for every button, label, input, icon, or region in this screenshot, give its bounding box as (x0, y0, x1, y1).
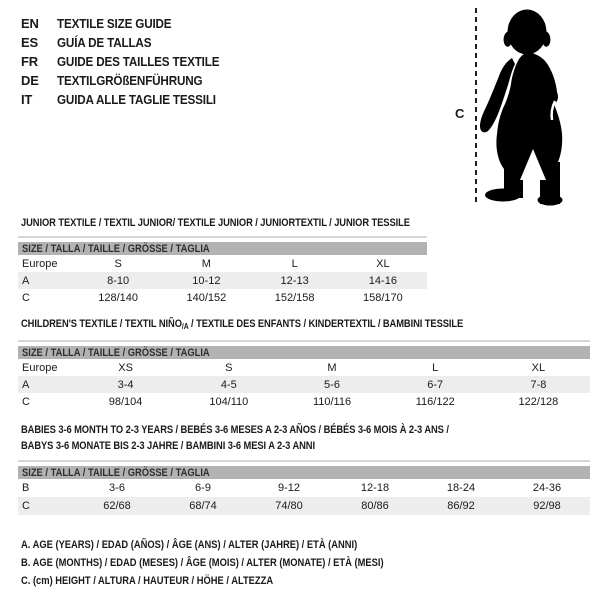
size-cell: 158/170 (362, 291, 403, 304)
legend (21, 536, 448, 590)
section-title-text: BABIES 3-6 MONTH TO 2-3 YEARS / BEBÉS 3-6 MESES A 2-3 AÑOS / BÉBÉS 3-6 MOIS À 2-3 ANS / (21, 424, 449, 436)
size-cell: 86/92 (447, 500, 475, 512)
size-cell: 6-9 (195, 482, 211, 494)
legend-line-b (21, 554, 448, 572)
size-cell: S (225, 361, 233, 374)
title-subscript: /A (181, 322, 189, 331)
table-top-rule (18, 340, 590, 342)
size-cell: S (114, 257, 122, 270)
title-part: / TEXTILE DES ENFANTS / KINDERTEXTIL / BAMBINI TESSILE (188, 318, 464, 330)
table-row (18, 497, 590, 515)
table-row (18, 289, 427, 306)
size-header-text: SIZE / TALLA / TAILLE / GRÖSSE / TAGLIA (22, 242, 210, 255)
size-cell: XL (531, 361, 546, 374)
size-cell: XS (118, 361, 133, 374)
size-cell: 8-10 (107, 274, 130, 287)
size-cell: 12-18 (360, 482, 390, 494)
lang-row-en (21, 14, 237, 33)
size-table-children (18, 340, 590, 410)
title-part: CHILDREN'S TEXTILE / TEXTIL NIÑO (21, 318, 182, 330)
section-title-children (21, 318, 541, 331)
section-title-text: JUNIOR TEXTILE / TEXTIL JUNIOR/ TEXTILE JUNIOR / JUNIORTEXTIL / JUNIOR TESSILE (21, 217, 410, 229)
size-table-header-band (18, 466, 590, 479)
size-cell: 3-4 (117, 378, 134, 391)
table-top-rule (18, 236, 427, 238)
size-cell: 4-5 (220, 378, 237, 391)
table-row (18, 479, 590, 497)
size-cell: 74/80 (275, 500, 303, 512)
legend-line-c (21, 572, 448, 590)
legend-text: A. AGE (YEARS) / EDAD (AÑOS) / ÂGE (ANS) / ALTER (JAHRE) / ETÀ (ANNI) (21, 539, 358, 551)
lang-code: EN (21, 16, 39, 31)
table-row (18, 272, 427, 289)
table-row (18, 255, 427, 272)
size-cell: 7-8 (530, 378, 547, 391)
size-cell: 68/74 (189, 500, 217, 512)
table-top-rule (18, 460, 590, 462)
size-cell: L (432, 361, 439, 374)
size-cell: 98/104 (108, 395, 143, 408)
language-list (21, 14, 237, 109)
size-cell: 116/122 (415, 395, 455, 408)
legend-text: B. AGE (MONTHS) / EDAD (MESES) / ÂGE (MOIS) / ALTER (MONATE) / ETÀ (MESI) (21, 557, 384, 569)
lang-row-it (21, 90, 237, 109)
lang-title: TEXTILE SIZE GUIDE (57, 16, 172, 31)
size-cell: 5-6 (324, 378, 340, 391)
lang-row-es (21, 33, 237, 52)
size-cell: L (291, 257, 298, 270)
size-table-header-band (18, 242, 427, 255)
height-dashed-line (475, 8, 477, 205)
size-cell: M (327, 361, 337, 374)
size-table-babies (18, 460, 590, 515)
size-cell: 9-12 (277, 482, 301, 494)
row-label: C (22, 395, 30, 408)
table-row (18, 393, 590, 410)
size-cell: 6-7 (427, 378, 444, 391)
lang-title: TEXTILGRÖßENFÜHRUNG (57, 73, 203, 88)
size-header-text: SIZE / TALLA / TAILLE / GRÖSSE / TAGLIA (22, 466, 210, 479)
size-cell: 152/158 (274, 291, 315, 304)
size-header-text: SIZE / TALLA / TAILLE / GRÖSSE / TAGLIA (22, 346, 210, 359)
size-cell: 24-36 (532, 482, 562, 494)
size-cell: 104/110 (209, 395, 249, 408)
legend-text: C. (cm) HEIGHT / ALTURA / HAUTEUR / HÖHE / ALTEZZA (21, 575, 274, 587)
size-cell: M (201, 257, 211, 270)
size-cell: 3-6 (109, 482, 125, 494)
lang-row-de (21, 71, 237, 90)
size-cell: 80/86 (361, 500, 389, 512)
table-row (18, 376, 590, 393)
section-title-babies-line2 (21, 440, 367, 452)
size-table-header-band (18, 346, 590, 359)
lang-code: FR (21, 54, 38, 69)
size-cell: 12-13 (280, 274, 309, 287)
row-label: Europe (22, 257, 58, 270)
lang-code: ES (21, 35, 38, 50)
size-cell: 122/128 (518, 395, 559, 408)
row-label: A (22, 378, 30, 391)
table-row (18, 359, 590, 376)
section-title-text (21, 318, 463, 331)
row-label: B (22, 482, 30, 494)
section-title-junior (21, 217, 479, 229)
size-cell: 92/98 (533, 500, 561, 512)
size-cell: 110/116 (312, 395, 352, 408)
size-table-junior (18, 236, 427, 306)
row-label: Europe (22, 361, 58, 374)
row-label: C (22, 500, 30, 512)
size-cell: 14-16 (368, 274, 397, 287)
section-title-text: BABYS 3-6 MONATE BIS 2-3 JAHRE / BAMBINI 3-6 MESI A 2-3 ANNI (21, 440, 315, 452)
lang-title: GUÍA DE TALLAS (57, 35, 152, 50)
size-cell: 62/68 (103, 500, 131, 512)
size-cell: 140/152 (186, 291, 227, 304)
row-label: A (22, 274, 30, 287)
lang-code: DE (21, 73, 39, 88)
row-label: C (22, 291, 30, 304)
lang-row-fr (21, 52, 237, 71)
baby-silhouette-icon (478, 2, 594, 206)
size-cell: 10-12 (192, 274, 221, 287)
size-cell: 18-24 (446, 482, 476, 494)
size-cell: 128/140 (98, 291, 138, 304)
size-cell: XL (376, 257, 390, 270)
height-label-c: C (455, 106, 465, 121)
lang-code: IT (21, 92, 33, 107)
lang-title: GUIDE DES TAILLES TEXTILE (57, 54, 220, 69)
lang-title: GUIDA ALLE TAGLIE TESSILI (57, 92, 216, 107)
legend-line-a (21, 536, 448, 554)
section-title-babies-line1 (21, 424, 524, 436)
